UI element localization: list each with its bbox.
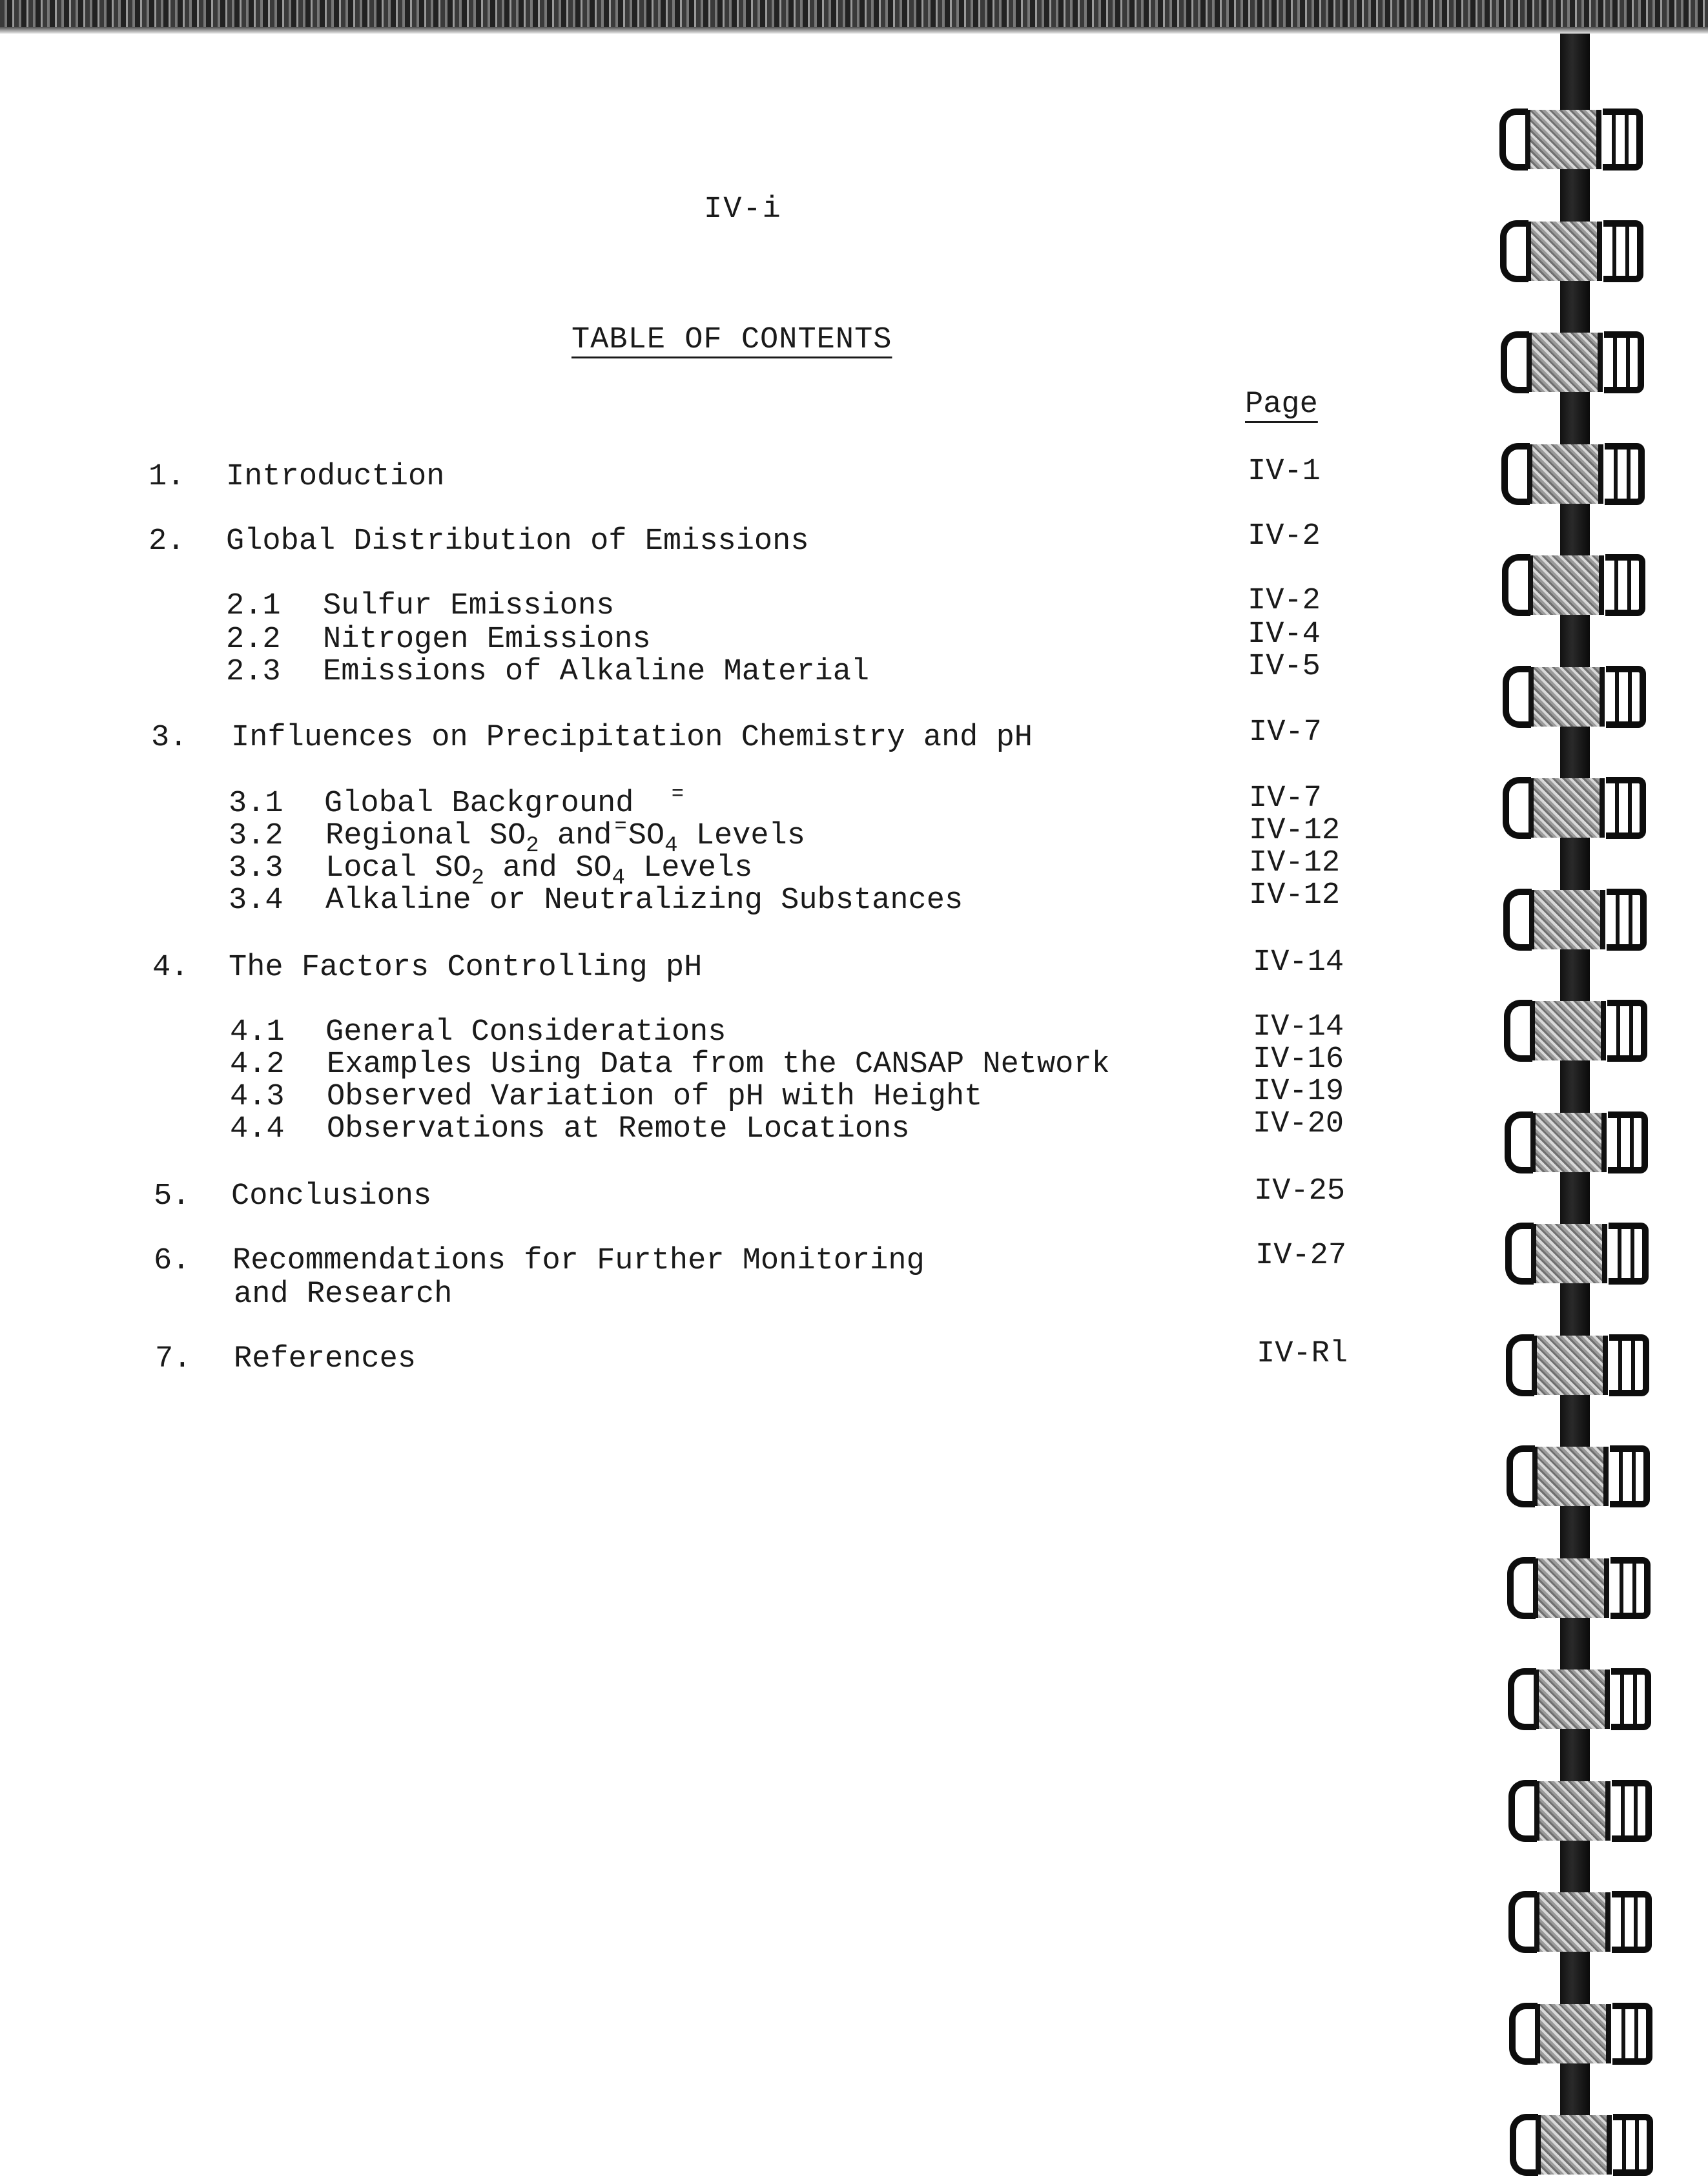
coil-hook-l <box>1506 1334 1534 1396</box>
entry-title: The Factors Controlling pH <box>229 951 703 985</box>
entry-title: Introduction <box>226 460 445 494</box>
entry-title-part: Levels <box>677 819 805 853</box>
coil-hook-r <box>1607 1000 1647 1062</box>
equals-mark: = <box>671 782 684 806</box>
entry-page: IV-14 <box>1253 1010 1344 1044</box>
coil-barrel <box>1528 778 1605 838</box>
page-number: IV-i <box>704 192 782 227</box>
coil-hook-r <box>1607 889 1647 951</box>
coil-hook-r <box>1606 666 1646 728</box>
entry-page: IV-12 <box>1249 878 1341 913</box>
entry-title: Influences on Precipitation Chemistry and pH <box>231 721 1033 755</box>
entry-title-part: SO <box>628 819 665 853</box>
toc-entry-3-4 <box>0 878 1421 920</box>
entry-page: IV-12 <box>1249 846 1341 880</box>
entry-title-part: and <box>539 819 612 853</box>
binding-coil <box>1507 1552 1662 1624</box>
coil-barrel <box>1525 110 1601 169</box>
entry-title <box>325 851 753 891</box>
binding-coil <box>1501 326 1656 398</box>
binding-coil <box>1508 1775 1663 1847</box>
entry-number: 3.1 <box>229 787 283 821</box>
coil-hook-l <box>1504 1000 1532 1062</box>
toc-entry-4 <box>0 946 1421 987</box>
entry-title: Alkaline or Neutralizing Substances <box>325 884 963 918</box>
coil-barrel <box>1535 2004 1611 2063</box>
entry-page: IV-14 <box>1253 946 1344 980</box>
entry-title: General Considerations <box>325 1015 726 1049</box>
binding-coil <box>1499 103 1654 176</box>
binding-coil <box>1508 1886 1663 1958</box>
entry-number: 1. <box>149 460 185 494</box>
toc-entry-1 <box>0 455 1421 496</box>
coil-hook-l <box>1510 2114 1538 2176</box>
entry-title: Sulfur Emissions <box>323 589 615 623</box>
entry-page: IV-7 <box>1249 716 1322 750</box>
coil-barrel <box>1534 1781 1610 1841</box>
equals-mark: = <box>614 814 627 838</box>
entry-title-text: Global Background <box>324 787 634 821</box>
coil-barrel <box>1532 1447 1609 1506</box>
coil-hook-r <box>1605 554 1645 616</box>
entry-title-part: and SO <box>484 851 612 885</box>
entry-page: IV-25 <box>1254 1174 1346 1208</box>
coil-hook-l <box>1503 777 1531 839</box>
entry-number: 3.3 <box>229 851 283 885</box>
entry-page: IV-4 <box>1248 617 1321 652</box>
entry-number: 4.3 <box>230 1080 285 1114</box>
coil-barrel <box>1536 2115 1612 2175</box>
coil-hook-r <box>1610 1445 1650 1507</box>
page-column-header: Page <box>1245 388 1318 422</box>
entry-title: Examples Using Data from the CANSAP Network <box>327 1048 1110 1082</box>
toc-entry-5 <box>0 1174 1421 1215</box>
binding-coil <box>1506 1329 1661 1401</box>
binding-coil <box>1503 884 1658 956</box>
coil-barrel <box>1531 1224 1607 1283</box>
coil-hook-l <box>1500 220 1528 282</box>
entry-title-part: Local SO <box>325 851 471 885</box>
entry-number: 2. <box>149 524 185 559</box>
toc-entry-4-2 <box>0 1042 1421 1084</box>
entry-page: IV-2 <box>1248 519 1321 553</box>
binding-coil <box>1510 2109 1665 2181</box>
coil-barrel <box>1532 1336 1608 1395</box>
entry-title <box>324 782 685 821</box>
coil-hook-r <box>1606 777 1646 839</box>
entry-number: 4. <box>152 951 189 985</box>
coil-hook-l <box>1509 2003 1538 2065</box>
coil-hook-r <box>1612 2003 1652 2065</box>
scan-top-edge <box>0 0 1708 34</box>
coil-hook-l <box>1505 1223 1534 1285</box>
coil-hook-r <box>1603 109 1643 171</box>
entry-page: IV-5 <box>1248 650 1321 684</box>
entry-page: IV-27 <box>1255 1239 1347 1273</box>
subscript: 4 <box>664 834 678 858</box>
coil-hook-l <box>1499 109 1528 171</box>
toc-entry-2-1 <box>0 584 1421 625</box>
entry-page: IV-7 <box>1249 781 1322 816</box>
entry-title: Nitrogen Emissions <box>323 623 651 657</box>
coil-hook-r <box>1610 1557 1651 1619</box>
entry-title: Conclusions <box>231 1179 432 1214</box>
entry-number: 4.1 <box>230 1015 285 1049</box>
binding-coil <box>1509 1998 1664 2070</box>
coil-hook-r <box>1604 331 1644 393</box>
coil-hook-l <box>1501 331 1529 393</box>
coil-hook-r <box>1612 1780 1652 1842</box>
coil-hook-l <box>1508 1891 1537 1953</box>
toc-entry-7 <box>0 1337 1421 1378</box>
coil-hook-r <box>1608 1111 1648 1173</box>
binding-coil <box>1504 995 1659 1067</box>
entry-number: 3.4 <box>229 884 283 918</box>
entry-number: 2.2 <box>226 623 281 657</box>
entry-number: 2.3 <box>226 655 281 689</box>
spiral-binding <box>1485 34 1708 2158</box>
coil-hook-r <box>1603 220 1643 282</box>
coil-barrel <box>1526 222 1602 281</box>
entry-number: 6. <box>154 1244 190 1278</box>
coil-hook-l <box>1501 443 1530 505</box>
binding-coil <box>1502 549 1657 621</box>
subscript: 2 <box>471 866 485 891</box>
toc-entry-4-3 <box>0 1075 1421 1116</box>
binding-coil <box>1507 1440 1662 1513</box>
binding-coil <box>1503 772 1658 844</box>
binding-coil <box>1501 438 1656 510</box>
entry-number: 5. <box>154 1179 190 1214</box>
entry-number: 2.1 <box>226 589 281 623</box>
subscript: 4 <box>612 866 625 891</box>
coil-hook-l <box>1503 666 1531 728</box>
entry-title <box>325 814 805 858</box>
coil-barrel <box>1534 1669 1610 1729</box>
entry-title: Observed Variation of pH with Height <box>327 1080 983 1114</box>
toc-entry-4-1 <box>0 1010 1421 1051</box>
entry-title: Global Distribution of Emissions <box>226 524 809 559</box>
coil-barrel <box>1530 1113 1607 1172</box>
entry-number: 4.2 <box>230 1048 285 1082</box>
entry-page: IV-12 <box>1249 814 1341 848</box>
toc-entry-4-4 <box>0 1107 1421 1148</box>
coil-hook-l <box>1508 1780 1537 1842</box>
entry-title-part: Regional SO <box>325 819 526 853</box>
coil-barrel <box>1528 555 1604 615</box>
binding-coil <box>1500 215 1655 287</box>
coil-barrel <box>1528 667 1605 727</box>
toc-entry-2-2 <box>0 617 1421 659</box>
binding-coil <box>1508 1663 1663 1735</box>
entry-page: IV-Rl <box>1257 1337 1348 1371</box>
coil-hook-l <box>1507 1557 1536 1619</box>
entry-title: Observations at Remote Locations <box>327 1112 910 1146</box>
entry-title: References <box>234 1342 417 1376</box>
entry-page: IV-20 <box>1253 1107 1344 1141</box>
coil-barrel <box>1527 444 1603 504</box>
entry-title-line2: and Research <box>234 1277 453 1312</box>
entry-title: Recommendations for Further Monitoring <box>232 1244 925 1278</box>
entry-number: 4.4 <box>230 1112 285 1146</box>
coil-barrel <box>1533 1558 1609 1618</box>
toc-entry-6 <box>0 1239 1421 1315</box>
entry-title-part: Levels <box>624 851 753 885</box>
entry-page: IV-16 <box>1253 1042 1344 1077</box>
coil-hook-l <box>1503 889 1532 951</box>
binding-coil <box>1503 661 1658 733</box>
toc-title: TABLE OF CONTENTS <box>571 323 892 357</box>
toc-entry-3-3 <box>0 846 1421 891</box>
coil-hook-r <box>1612 1891 1652 1953</box>
coil-barrel <box>1530 1001 1606 1060</box>
entry-title: Emissions of Alkaline Material <box>323 655 870 689</box>
coil-hook-l <box>1507 1445 1535 1507</box>
toc-entry-3-2 <box>0 814 1421 858</box>
coil-barrel <box>1529 890 1605 949</box>
coil-hook-l <box>1502 554 1530 616</box>
entry-number: 7. <box>155 1342 192 1376</box>
entry-number: 3. <box>151 721 188 755</box>
entry-number: 3.2 <box>229 819 283 853</box>
coil-hook-l <box>1505 1111 1533 1173</box>
toc-entry-2-3 <box>0 650 1421 691</box>
coil-hook-r <box>1611 1668 1651 1730</box>
coil-hook-l <box>1508 1668 1536 1730</box>
coil-hook-r <box>1613 2114 1653 2176</box>
binding-coil <box>1505 1106 1660 1179</box>
entry-page: IV-2 <box>1248 584 1321 618</box>
toc-entry-3 <box>0 716 1421 757</box>
coil-hook-r <box>1609 1334 1649 1396</box>
binding-coil <box>1505 1217 1660 1290</box>
coil-barrel <box>1527 333 1603 392</box>
subscript: 2 <box>526 834 539 858</box>
coil-hook-r <box>1609 1223 1649 1285</box>
coil-barrel <box>1534 1892 1610 1952</box>
coil-hook-r <box>1605 443 1645 505</box>
entry-page: IV-19 <box>1253 1075 1344 1109</box>
toc-entry-3-1 <box>0 781 1421 823</box>
entry-page: IV-1 <box>1248 455 1321 489</box>
toc-entry-2 <box>0 519 1421 561</box>
